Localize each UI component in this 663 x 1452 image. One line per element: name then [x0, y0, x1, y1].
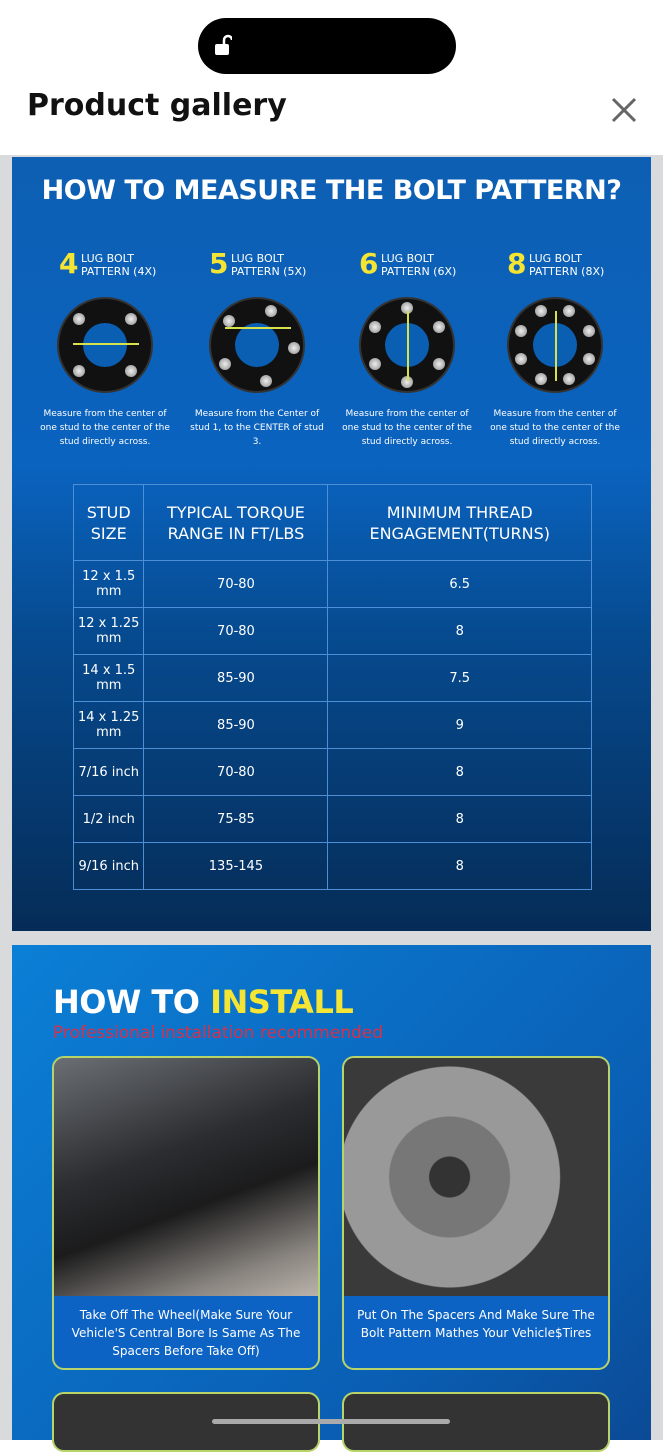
stud: [515, 325, 527, 337]
stud: [563, 373, 575, 385]
stud: [73, 365, 85, 377]
step-caption: Put On The Spacers And Make Sure The Bolt Pattern Mathes Your Vehicle$Tires: [357, 1308, 595, 1340]
measure-line: [225, 327, 291, 329]
table-cell: 9: [328, 702, 592, 749]
gallery-image-install[interactable]: [12, 945, 651, 1440]
pattern-description: Measure from the Center of stud 1, to the CENTER of stud 3.: [190, 409, 324, 447]
wheel-spacer-diagram: [57, 297, 153, 393]
table-row: [74, 843, 592, 890]
table-cell: 14 x 1.5 mm: [74, 655, 144, 702]
stud: [260, 375, 272, 387]
wheel-spacer-diagram: [359, 297, 455, 393]
install-subtitle: Professional installation recommended: [53, 1023, 384, 1043]
table-row: [74, 561, 592, 608]
table-row: [74, 702, 592, 749]
stud: [583, 353, 595, 365]
image-title: HOW TO MEASURE THE BOLT PATTERN?: [41, 175, 622, 206]
jack-photo: [54, 1058, 318, 1296]
stud: [288, 342, 300, 354]
pattern-text: LUG BOLT PATTERN (4X): [81, 252, 157, 278]
pattern-description: Measure from the center of one stud to the center of the stud directly across.: [342, 409, 472, 447]
stud: [223, 315, 235, 327]
table-row: [74, 655, 592, 702]
table-cell: 12 x 1.5 mm: [74, 561, 144, 608]
gallery-image-bolt-pattern[interactable]: [12, 157, 651, 931]
pattern-description: Measure from the center of one stud to the center of the stud directly across.: [40, 409, 170, 447]
table-cell: 1/2 inch: [74, 796, 144, 843]
wheel-spacer-diagram: [209, 297, 305, 393]
table-cell: 70-80: [144, 561, 328, 608]
table-row: [74, 749, 592, 796]
dynamic-island: [198, 18, 456, 74]
measure-line: [555, 311, 557, 381]
table-cell: 8: [328, 796, 592, 843]
stud: [125, 365, 137, 377]
table-cell: 9/16 inch: [74, 843, 144, 890]
stud: [515, 353, 527, 365]
pattern-text: LUG BOLT PATTERN (5X): [231, 252, 307, 278]
table-cell: 70-80: [144, 608, 328, 655]
stud: [73, 313, 85, 325]
home-indicator[interactable]: [212, 1419, 450, 1424]
pattern-number: 6: [359, 247, 379, 280]
column-header: MINIMUM THREAD ENGAGEMENT(TURNS): [328, 485, 592, 561]
table-cell: 8: [328, 843, 592, 890]
pattern-text: LUG BOLT PATTERN (8X): [529, 252, 605, 278]
column-header: TYPICAL TORQUE RANGE IN FT/LBS: [144, 485, 328, 561]
table-row: [74, 796, 592, 843]
table-row: [74, 608, 592, 655]
table-cell: 75-85: [144, 796, 328, 843]
stud: [265, 305, 277, 317]
step-card: [52, 1056, 320, 1370]
table-cell: 7.5: [328, 655, 592, 702]
pattern-text: LUG BOLT PATTERN (6X): [381, 252, 457, 278]
wheel-spacer-diagram: [507, 297, 603, 393]
gallery-scroll[interactable]: [0, 155, 663, 1440]
table-cell: 85-90: [144, 702, 328, 749]
column-header: STUD SIZE: [74, 485, 144, 561]
stud: [433, 358, 445, 370]
lock-open-icon: [214, 34, 232, 56]
table-cell: 14 x 1.25 mm: [74, 702, 144, 749]
table-cell: 8: [328, 749, 592, 796]
stud: [535, 373, 547, 385]
stud: [563, 305, 575, 317]
close-icon[interactable]: [606, 92, 642, 128]
page-title: Product gallery: [27, 88, 287, 123]
measure-line: [407, 311, 409, 381]
table-cell: 85-90: [144, 655, 328, 702]
pattern-number: 4: [59, 247, 79, 280]
stud: [535, 305, 547, 317]
stud: [369, 358, 381, 370]
stud: [433, 321, 445, 333]
stud: [219, 358, 231, 370]
table-cell: 12 x 1.25 mm: [74, 608, 144, 655]
stud: [369, 321, 381, 333]
pattern-number: 8: [507, 247, 527, 280]
install-title: HOW TO INSTALL: [53, 983, 354, 1021]
step-card: [342, 1056, 610, 1370]
step-caption: Take Off The Wheel(Make Sure Your Vehicle'S Central Bore Is Same As The Spacers Before Take Off): [71, 1308, 301, 1358]
stud: [583, 325, 595, 337]
table-cell: 70-80: [144, 749, 328, 796]
pattern-number: 5: [209, 247, 229, 280]
table-cell: 6.5: [328, 561, 592, 608]
stud: [125, 313, 137, 325]
measure-line: [73, 343, 139, 345]
brake-rotor-photo: [344, 1058, 608, 1296]
pattern-description: Measure from the center of one stud to the center of the stud directly across.: [490, 409, 620, 447]
table-cell: 7/16 inch: [74, 749, 144, 796]
table-cell: 135-145: [144, 843, 328, 890]
table-cell: 8: [328, 608, 592, 655]
torque-table: [73, 484, 592, 890]
